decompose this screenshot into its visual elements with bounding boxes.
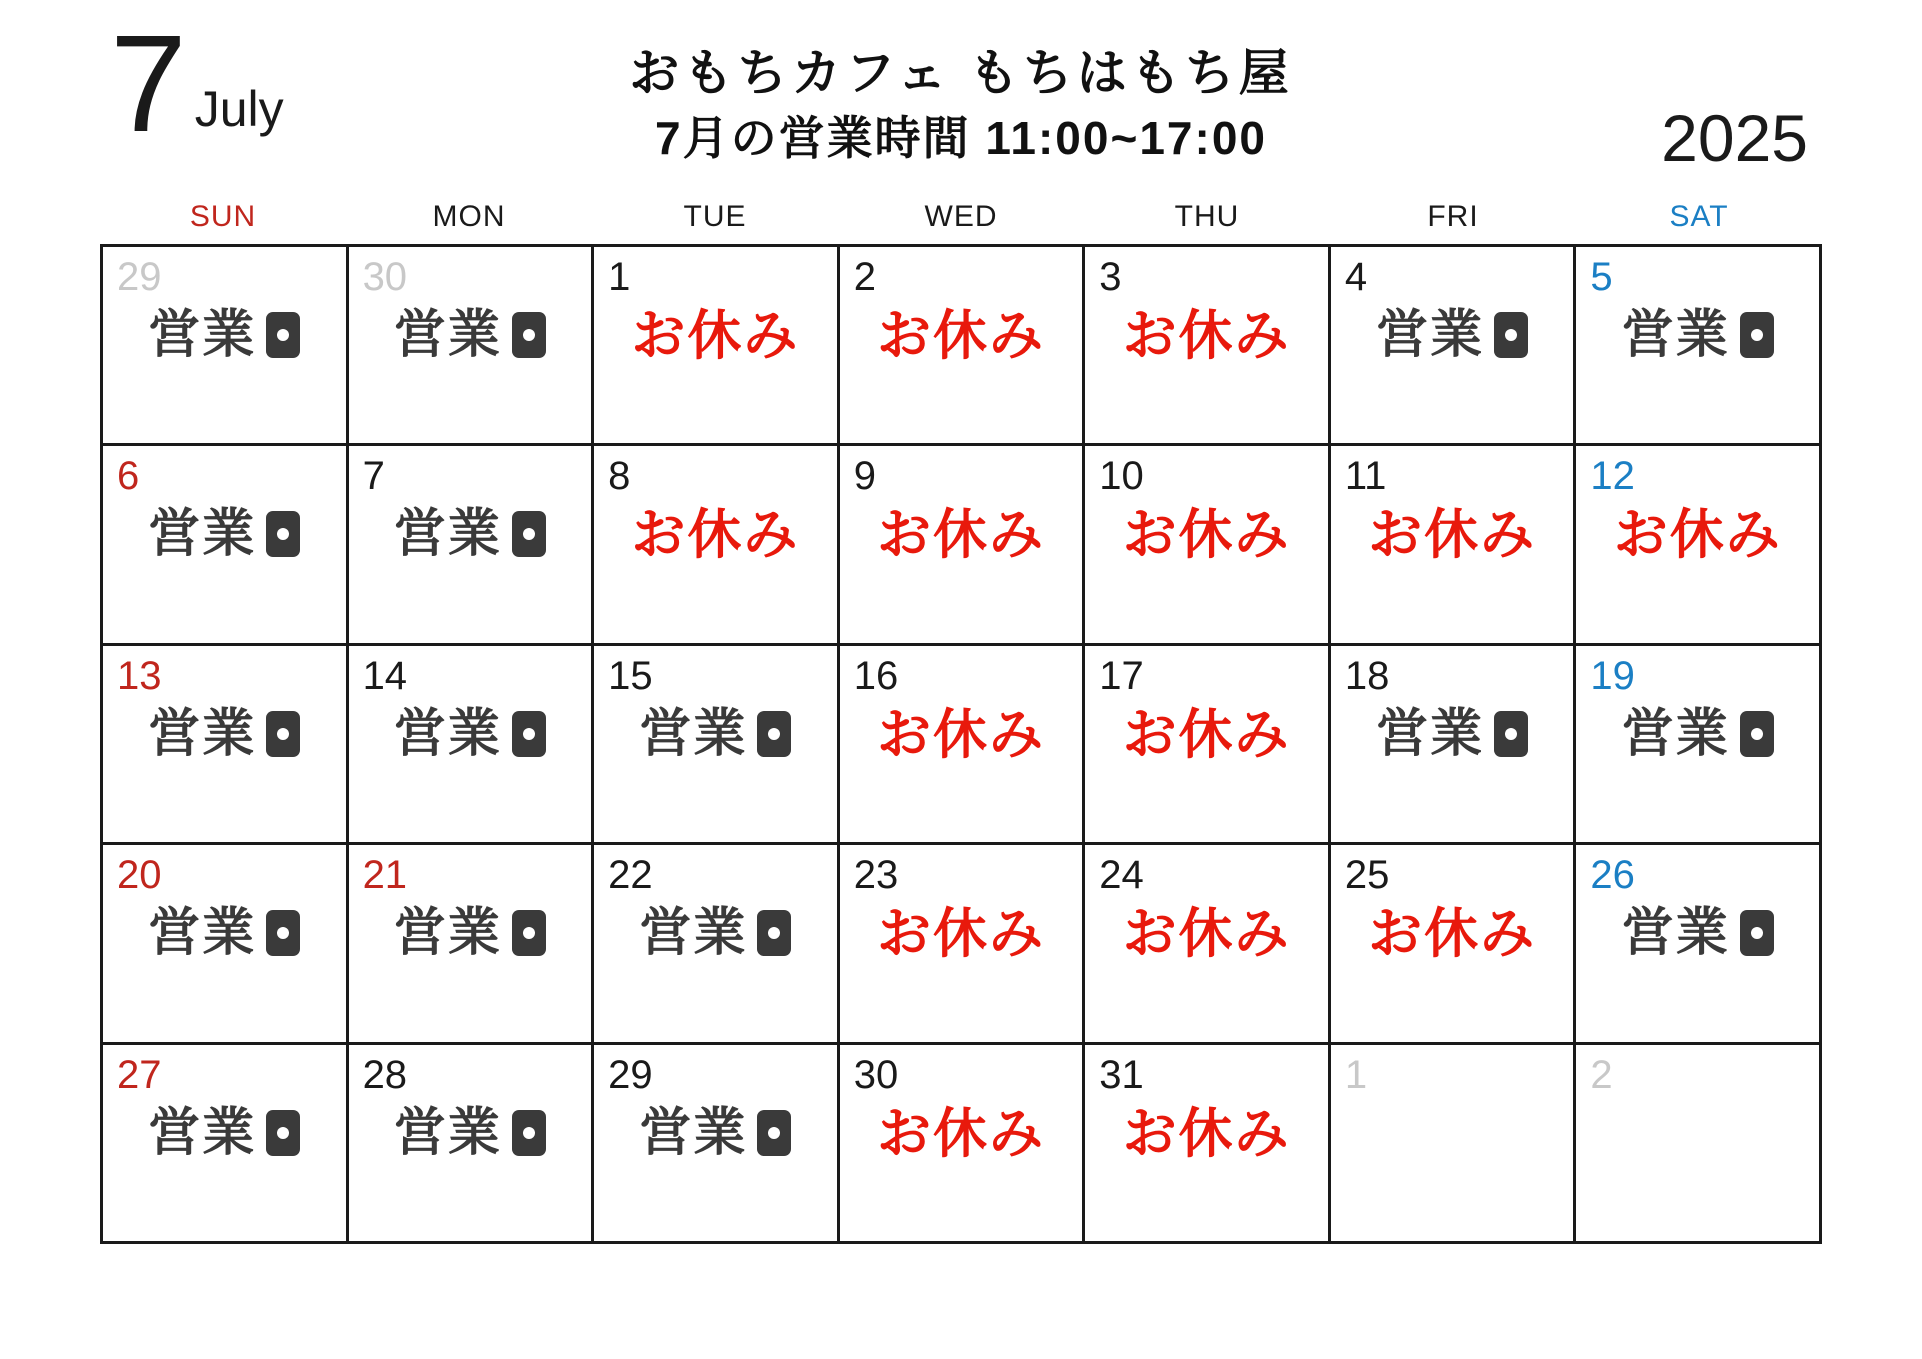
day-status: [1576, 505, 1819, 566]
day-status: [840, 904, 1083, 965]
day-number: 16: [853, 653, 899, 698]
clock-icon: [1740, 312, 1774, 358]
calendar-day-cell[interactable]: [594, 446, 840, 645]
status-open-group: [393, 704, 546, 763]
day-number: 14: [362, 653, 408, 698]
clock-icon: [1494, 711, 1528, 757]
weekday-label-mon: MON: [432, 200, 506, 233]
day-status: [103, 505, 346, 564]
day-number: 30: [853, 1052, 899, 1097]
status-open-group: [393, 1103, 546, 1162]
day-number: 30: [362, 255, 408, 299]
day-number: 2: [853, 255, 876, 299]
status-open-group: [393, 306, 546, 364]
day-number: 19: [1590, 653, 1635, 698]
calendar-day-cell[interactable]: [103, 446, 349, 645]
day-status: [1576, 904, 1819, 963]
day-status: [103, 1103, 346, 1162]
calendar-day-cell[interactable]: [349, 646, 595, 845]
day-status: [349, 505, 592, 564]
status-open-group: [1621, 904, 1774, 963]
day-status: [103, 704, 346, 763]
clock-icon: [512, 910, 546, 956]
calendar-day-cell[interactable]: [840, 446, 1086, 645]
year-label: 2025: [1661, 101, 1808, 175]
day-number: 28: [362, 1052, 408, 1097]
weekday-label-thu: THU: [1174, 200, 1240, 233]
day-number: 21: [362, 853, 408, 898]
day-number: 4: [1344, 255, 1368, 299]
calendar-day-cell[interactable]: [594, 646, 840, 845]
day-status: [1085, 1103, 1328, 1164]
day-number: 8: [608, 454, 631, 499]
day-number: 11: [1344, 454, 1387, 499]
calendar-day-cell[interactable]: [1085, 446, 1331, 645]
status-open-label: 営業: [148, 904, 257, 963]
day-status: [1331, 505, 1574, 566]
status-closed-label: お休み: [1368, 505, 1537, 566]
calendar-day-cell[interactable]: [1331, 247, 1577, 446]
status-open-label: 営業: [148, 704, 257, 763]
day-status: [1331, 704, 1574, 763]
day-status: [1331, 904, 1574, 965]
clock-icon: [1494, 312, 1528, 358]
calendar-day-cell[interactable]: [840, 845, 1086, 1044]
status-open-label: 営業: [393, 1103, 502, 1162]
status-closed-label: お休み: [631, 306, 800, 366]
weekday-label-fri: FRI: [1427, 200, 1479, 233]
calendar-day-cell[interactable]: [840, 646, 1086, 845]
clock-icon: [512, 1110, 546, 1156]
clock-icon: [512, 711, 546, 757]
calendar-day-cell[interactable]: [1576, 646, 1822, 845]
status-open-label: 営業: [393, 904, 502, 963]
day-number: 25: [1344, 853, 1390, 898]
status-open-group: [148, 704, 300, 763]
day-status: [840, 1103, 1083, 1164]
status-open-label: 営業: [393, 505, 502, 564]
weekday-label-sat: SAT: [1669, 200, 1729, 233]
day-status: [103, 904, 346, 963]
day-status: [1085, 306, 1328, 366]
title-block: [100, 42, 1822, 168]
calendar-day-cell[interactable]: [1085, 646, 1331, 845]
status-open-group: [639, 704, 791, 763]
status-open-label: 営業: [1621, 704, 1730, 763]
day-status: [1085, 505, 1328, 566]
day-status: [840, 505, 1083, 566]
calendar-day-cell[interactable]: [349, 247, 595, 446]
clock-icon: [512, 511, 546, 557]
status-closed-label: お休み: [1613, 505, 1782, 566]
clock-icon: [266, 511, 300, 557]
status-open-label: 営業: [148, 306, 257, 364]
day-number: 29: [608, 1052, 653, 1097]
day-number: 24: [1099, 853, 1144, 898]
clock-icon: [757, 711, 791, 757]
status-open-group: [393, 505, 546, 564]
calendar-day-cell[interactable]: [103, 247, 349, 446]
calendar-day-cell[interactable]: [1331, 446, 1577, 645]
day-number: 20: [117, 853, 162, 898]
day-number: 23: [853, 853, 899, 898]
status-open-group: [393, 904, 546, 963]
day-number: 17: [1099, 653, 1144, 698]
day-status: [594, 904, 837, 963]
status-closed-label: お休み: [1122, 1103, 1291, 1164]
status-closed-label: お休み: [631, 505, 800, 566]
calendar-day-cell[interactable]: [594, 1045, 840, 1244]
status-open-group: [148, 306, 300, 364]
shop-title: おもちカフェ もちはもち屋: [629, 45, 1293, 101]
day-status: [594, 1103, 837, 1162]
calendar-day-cell[interactable]: [349, 845, 595, 1044]
status-closed-label: お休み: [876, 306, 1045, 366]
day-status: [1576, 306, 1819, 364]
calendar-day-cell[interactable]: [1576, 247, 1822, 446]
clock-icon: [266, 711, 300, 757]
day-number: 7: [362, 454, 385, 499]
day-number: 26: [1590, 853, 1635, 898]
weekday-label-tue: TUE: [683, 200, 747, 233]
status-closed-label: お休み: [1122, 505, 1291, 566]
calendar-day-cell[interactable]: [1576, 1045, 1822, 1244]
status-closed-label: お休み: [1368, 904, 1537, 965]
clock-icon: [266, 312, 300, 358]
status-open-label: 営業: [639, 904, 748, 963]
calendar-day-cell[interactable]: [594, 845, 840, 1044]
calendar-day-cell[interactable]: [1085, 247, 1331, 446]
status-open-group: [148, 1103, 300, 1162]
status-open-label: 営業: [1376, 704, 1485, 763]
day-number: 10: [1099, 454, 1144, 499]
calendar-day-cell[interactable]: [103, 845, 349, 1044]
business-hours: 7月の営業時間 11:00~17:00: [655, 111, 1267, 164]
calendar-day-cell[interactable]: [1331, 845, 1577, 1044]
day-status: [1331, 306, 1574, 364]
calendar-day-cell[interactable]: [840, 247, 1086, 446]
day-number: 3: [1099, 255, 1122, 299]
day-status: [349, 904, 592, 963]
day-number: 13: [117, 653, 162, 698]
day-number: 12: [1590, 454, 1635, 499]
clock-icon: [266, 910, 300, 956]
weekday-label-wed: WED: [924, 200, 998, 233]
status-open-group: [148, 505, 300, 564]
calendar-day-cell[interactable]: [349, 1045, 595, 1244]
status-open-group: [639, 1103, 791, 1162]
calendar-header: [100, 0, 1822, 200]
day-status: [349, 1103, 592, 1162]
weekday-header-row: [100, 200, 1822, 244]
status-open-label: 営業: [393, 704, 502, 763]
status-open-label: 営業: [1376, 306, 1485, 364]
status-closed-label: お休み: [876, 904, 1045, 965]
status-open-group: [1621, 704, 1774, 763]
day-status: [349, 704, 592, 763]
status-open-group: [1376, 306, 1528, 364]
status-open-label: 営業: [393, 306, 502, 364]
calendar-day-cell[interactable]: [103, 1045, 349, 1244]
status-open-group: [148, 904, 300, 963]
calendar-day-cell[interactable]: [1085, 845, 1331, 1044]
status-open-label: 営業: [1621, 904, 1730, 963]
day-number: 2: [1590, 1052, 1613, 1097]
status-closed-label: お休み: [876, 505, 1045, 566]
clock-icon: [757, 910, 791, 956]
calendar-day-cell[interactable]: [1576, 446, 1822, 645]
status-closed-label: お休み: [876, 1103, 1045, 1164]
calendar-day-cell[interactable]: [103, 646, 349, 845]
status-open-group: [639, 904, 791, 963]
calendar-day-cell[interactable]: [594, 247, 840, 446]
clock-icon: [1740, 910, 1774, 956]
day-number: 18: [1344, 653, 1390, 698]
status-open-label: 営業: [639, 1103, 748, 1162]
day-number: 9: [853, 454, 876, 499]
status-closed-label: お休み: [1122, 704, 1291, 765]
day-number: 29: [117, 255, 162, 299]
day-number: 27: [117, 1052, 162, 1097]
day-status: [594, 704, 837, 763]
calendar-day-cell[interactable]: [1085, 1045, 1331, 1244]
clock-icon: [512, 312, 546, 358]
day-number: 5: [1590, 255, 1613, 299]
status-open-label: 営業: [639, 704, 748, 763]
calendar-day-cell[interactable]: [1576, 845, 1822, 1044]
day-status: [1576, 704, 1819, 763]
status-open-label: 営業: [148, 505, 257, 564]
status-open-group: [1621, 306, 1774, 364]
day-status: [1085, 704, 1328, 765]
day-status: [594, 306, 837, 366]
status-closed-label: お休み: [1122, 306, 1291, 366]
calendar-day-cell[interactable]: [840, 1045, 1086, 1244]
status-closed-label: お休み: [1122, 904, 1291, 965]
day-status: [1085, 904, 1328, 965]
status-open-label: 営業: [148, 1103, 257, 1162]
clock-icon: [757, 1110, 791, 1156]
day-number: 1: [1344, 1052, 1368, 1097]
day-number: 31: [1099, 1052, 1144, 1097]
day-status: [594, 505, 837, 566]
day-number: 6: [117, 454, 140, 499]
day-number: 22: [608, 853, 653, 898]
calendar-day-cell[interactable]: [349, 446, 595, 645]
calendar-grid: [100, 244, 1822, 1244]
calendar-day-cell[interactable]: [1331, 646, 1577, 845]
day-status: [349, 306, 592, 364]
day-status: [840, 306, 1083, 366]
status-open-group: [1376, 704, 1528, 763]
clock-icon: [266, 1110, 300, 1156]
month-number: 7: [110, 7, 185, 161]
month-name: July: [194, 81, 284, 138]
day-status: [840, 704, 1083, 765]
day-number: 15: [608, 653, 653, 698]
status-open-label: 営業: [1621, 306, 1730, 364]
calendar-day-cell[interactable]: [1331, 1045, 1577, 1244]
weekday-label-sun: SUN: [189, 200, 257, 233]
day-status: [103, 306, 346, 364]
status-closed-label: お休み: [876, 704, 1045, 765]
day-number: 1: [608, 255, 631, 299]
clock-icon: [1740, 711, 1774, 757]
